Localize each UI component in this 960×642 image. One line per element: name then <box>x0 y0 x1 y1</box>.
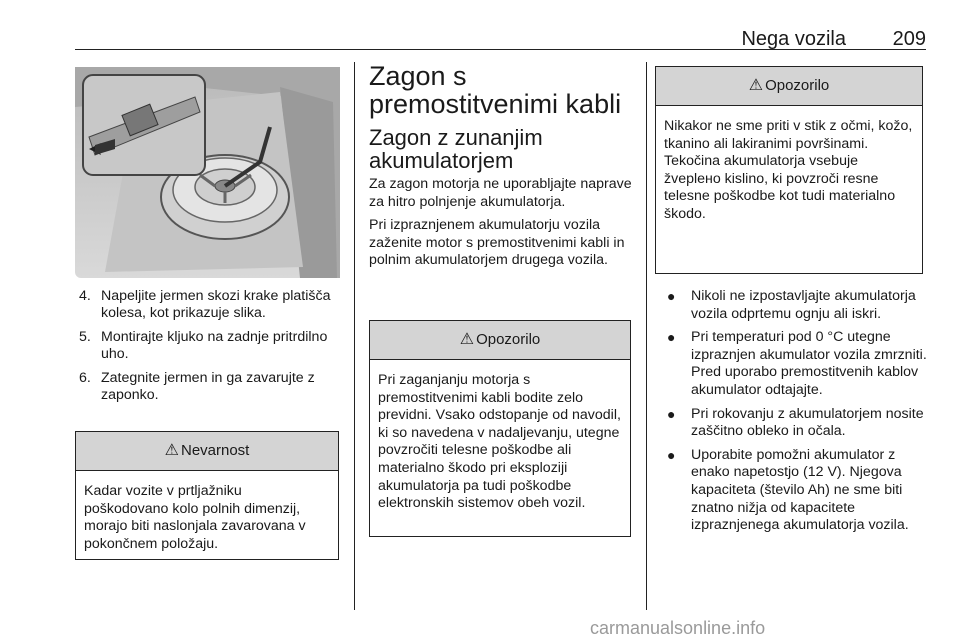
list-item: 4. Napeljite jermen skozi krake platišča kolesa, kot prikazuje slika. <box>79 288 331 321</box>
list-item: 6. Zategnite jermen in ga zavarujte z zaponko. <box>79 370 315 403</box>
list-item: ● Pri rokovanju z akumulatorjem nosite zaščitno obleko in očala. <box>667 405 924 440</box>
subsection-heading: Zagon z zunanjim akumulatorjem <box>369 125 543 173</box>
page-number: 209 <box>892 28 926 50</box>
warning-box <box>369 320 631 537</box>
warning-triangle-icon: ⚠ <box>164 442 179 459</box>
warning-box-text: Nikakor ne sme priti v stik z očmi, kožo, tkanino ali lakiranimi površinami. Tekočina akumulatorja vsebuje žveplено kislino, ki povzroči resne telesne poškodbe kot tudi materialno škodo. <box>664 118 913 222</box>
danger-box-header: ⚠ Nevarnost <box>76 432 338 471</box>
list-item: ● Uporabite pomožni akumulator z enako napetostjo (12 V). Njegova kapaciteta (število Ah) ne sme biti znatno nižja od kapacitete izpraznjenega akumulatorja vozila. <box>667 446 909 534</box>
column-divider-2 <box>646 62 647 610</box>
paragraph: Pri izpraznjenem akumulatorju vozila zaženite motor s premostitvenimi kabli in polnim akumulatorjem drugega vozila. <box>369 217 625 269</box>
page-header <box>75 28 926 50</box>
paragraph: Za zagon motorja ne uporabljajte naprave za hitro polnjenje akumulatorja. <box>369 176 632 210</box>
warning-box-header: ⚠ Opozorilo <box>370 321 630 360</box>
section-heading: Zagon s premostitvenimi kabli <box>369 61 622 119</box>
danger-box <box>75 431 339 560</box>
watermark: carmanualsonline.info <box>590 618 766 638</box>
warning-box-text: Pri zaganjanju motorja s premostitvenimi kabli bodite zelo previdni. Vsako odstopanje od navodil, ki so navedena v nadaljevanju, utegne povzročiti telesne poškodbe ali materialno škodo pri eksploziji akumulatorja pa tudi poškodbe elektronskih sistemov obeh vozil. <box>378 372 621 512</box>
warning-box-header: ⚠ Opozorilo <box>656 67 922 106</box>
warning-triangle-icon: ⚠ <box>459 331 475 348</box>
warning-triangle-icon: ⚠ <box>748 77 764 94</box>
warning-box <box>655 66 923 274</box>
section-title: Nega vozila <box>741 28 846 50</box>
danger-box-text: Kadar vozite v prtljažniku poškodovano kolo polnih dimenzij, morajo biti naslonjala zavarovana v pokončnem položaju. <box>84 483 306 552</box>
column-divider-1 <box>354 62 355 610</box>
list-item: ● Pri temperaturi pod 0 °C utegne izpraznjen akumulator vozila zmrzniti. Pred uporabo premostitvenih kablov akumulator odtajajte. <box>667 329 927 398</box>
safety-bullets <box>655 288 927 541</box>
column-middle <box>369 61 632 512</box>
list-item: 5. Montirajte kljuko na zadnje pritrdilno uho. <box>79 329 328 362</box>
spare-wheel-illustration <box>75 67 340 278</box>
installation-steps <box>75 288 343 411</box>
list-item: ● Nikoli ne izpostavljajte akumulatorja vozila odprtemu ognju ali iskri. <box>667 288 916 322</box>
header-divider <box>75 49 926 50</box>
